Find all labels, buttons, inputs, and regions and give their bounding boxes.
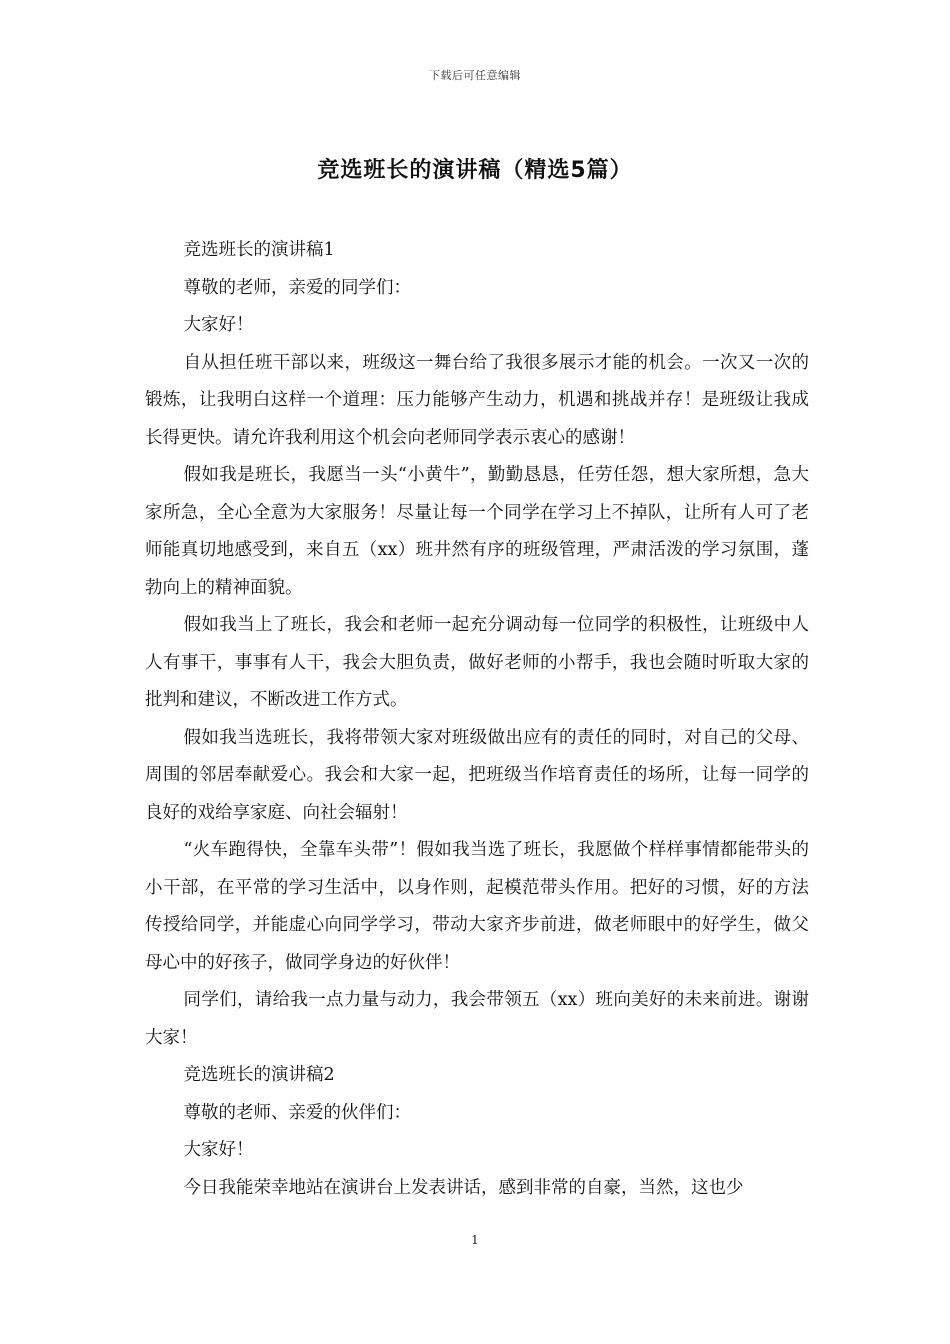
paragraph: 假如我是班长，我愿当一头“小黄牛”，勤勤恳恳，任劳任怨，想大家所想，急大家所急，全心全意为大家服务！尽量让每一个同学在学习上不掉队，让所有人可了老师能真切地感受到，来自五（xx）班井然有序的班级管理，严肃活泼的学习氛围，蓬勃向上的精神面貌。 <box>145 465 809 598</box>
paragraph: 尊敬的老师，亲爱的同学们： <box>183 277 411 298</box>
paragraph: “火车跑得快，全靠车头带”！假如我当选了班长，我愿做个样样事情都能带头的小干部，在平常的学习生活中，以身作则，起模范带头作用。把好的习惯，好的方法传授给同学，并能虚心向同学学习，带动大家齐步前进，做老师眼中的好学生，做父母心中的好孩子，做同学身边的好伙伴！ <box>145 840 809 973</box>
page-number: 1 <box>471 1233 479 1247</box>
paragraph: 假如我当上了班长，我会和老师一起充分调动每一位同学的积极性，让班级中人人有事干，事事有人干，我会大胆负责，做好老师的小帮手，我也会随时听取大家的批判和建议，不断改进工作方式。 <box>145 615 809 710</box>
paragraph: 假如我当选班长，我将带领大家对班级做出应有的责任的同时，对自己的父母、周围的邻居奉献爱心。我会和大家一起，把班级当作培育责任的场所，让每一同学的良好的戏给享家庭、向社会辐射！ <box>145 727 809 823</box>
paragraph: 大家好！ <box>183 1140 254 1160</box>
paragraph: 同学们，请给我一点力量与动力，我会带领五（xx）班向美好的未来前进。谢谢大家！ <box>145 990 809 1048</box>
paragraph: 大家好！ <box>183 315 254 335</box>
document-title: 竞选班长的演讲稿（精选5篇） <box>317 158 633 183</box>
header-note: 下载后可任意编辑 <box>429 69 521 82</box>
paragraph: 今日我能荣幸地站在演讲台上发表讲话，感到非常的自豪，当然，这也少 <box>183 1177 744 1198</box>
paragraph: 竞选班长的演讲稿1 <box>183 240 335 260</box>
paragraph: 竞选班长的演讲稿2 <box>183 1065 335 1085</box>
document-body <box>145 232 809 1207</box>
paragraph: 尊敬的老师、亲爱的伙伴们： <box>183 1102 411 1123</box>
paragraph: 自从担任班干部以来，班级这一舞台给了我很多展示才能的机会。一次又一次的锻炼，让我明白这样一个道理：压力能够产生动力，机遇和挑战并存！是班级让我成长得更快。请允许我利用这个机会向老师同学表示衷心的感谢！ <box>145 352 809 448</box>
